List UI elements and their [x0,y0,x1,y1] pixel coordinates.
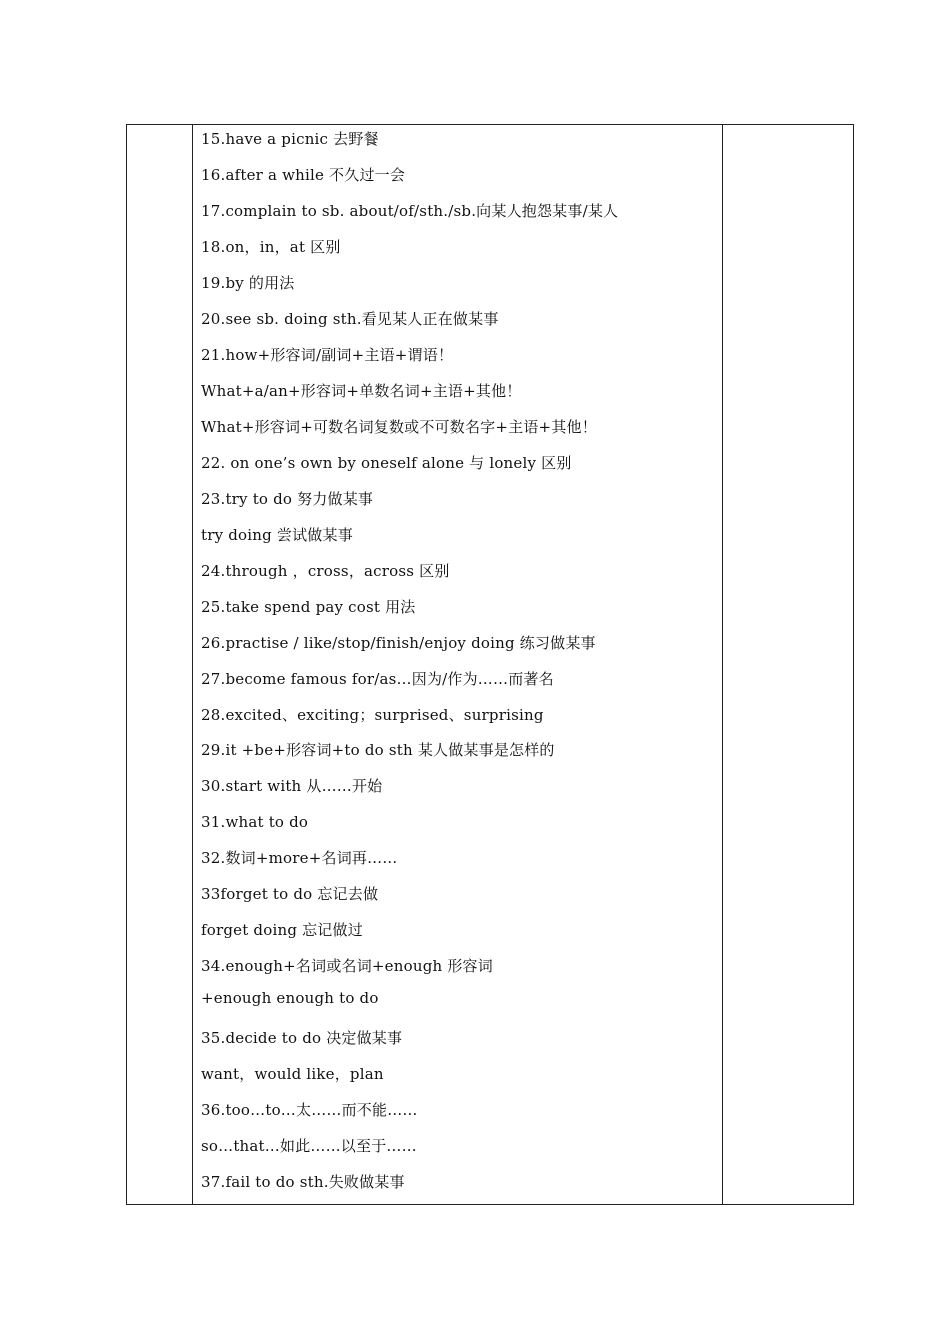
note-line-31: 31.what to do [201,813,309,831]
note-line-23b: try doing 尝试做某事 [201,526,353,544]
note-line-35: 35.decide to do 决定做某事 [201,1029,403,1047]
note-line-18: 18.on，in，at 区别 [201,238,341,256]
note-line-21: 21.how+形容词/副词+主语+谓语！ [201,346,454,364]
note-line-28: 28.excited、exciting；surprised、surprising [201,706,544,724]
note-line-37: 37.fail to do sth.失败做某事 [201,1173,405,1191]
note-line-30: 30.start with 从……开始 [201,777,383,795]
note-line-35b: want，would like，plan [201,1065,384,1083]
note-line-24: 24.through ，cross，across 区别 [201,562,450,580]
note-line-17: 17.complain to sb. about/of/sth./sb.向某人抱怨某事/某人 [201,202,619,220]
note-line-36: 36.too…to…太……而不能…… [201,1101,418,1119]
left-column-cell [127,125,193,1204]
note-line-33: 33forget to do 忘记去做 [201,885,379,903]
note-line-21c: What+形容词+可数名词复数或不可数名字+主语+其他！ [201,418,597,436]
note-line-33b: forget doing 忘记做过 [201,921,363,939]
note-line-29: 29.it +be+形容词+to do sth 某人做某事是怎样的 [201,741,555,759]
note-line-19: 19.by 的用法 [201,274,295,292]
note-line-36b: so…that…如此……以至于…… [201,1137,417,1155]
note-line-34b: +enough enough to do [201,989,379,1007]
note-line-25: 25.take spend pay cost 用法 [201,598,416,616]
note-line-16: 16.after a while 不久过一会 [201,166,406,184]
note-line-27: 27.become famous for/as…因为/作为……而著名 [201,670,554,688]
note-line-32: 32.数词+more+名词再…… [201,849,398,867]
note-line-34: 34.enough+名词或名词+enough 形容词 [201,957,493,975]
note-line-26: 26.practise / like/stop/finish/enjoy doing 练习做某事 [201,634,596,652]
right-column-cell [723,125,853,1204]
content-column-cell [193,125,723,1204]
note-line-15: 15.have a picnic 去野餐 [201,130,379,148]
note-line-23: 23.try to do 努力做某事 [201,490,374,508]
notes-table [126,124,854,1205]
note-line-22: 22. on one’s own by oneself alone 与 lonely 区别 [201,454,572,472]
note-line-21b: What+a/an+形容词+单数名词+主语+其他！ [201,382,522,400]
note-line-20: 20.see sb. doing sth.看见某人正在做某事 [201,310,499,328]
